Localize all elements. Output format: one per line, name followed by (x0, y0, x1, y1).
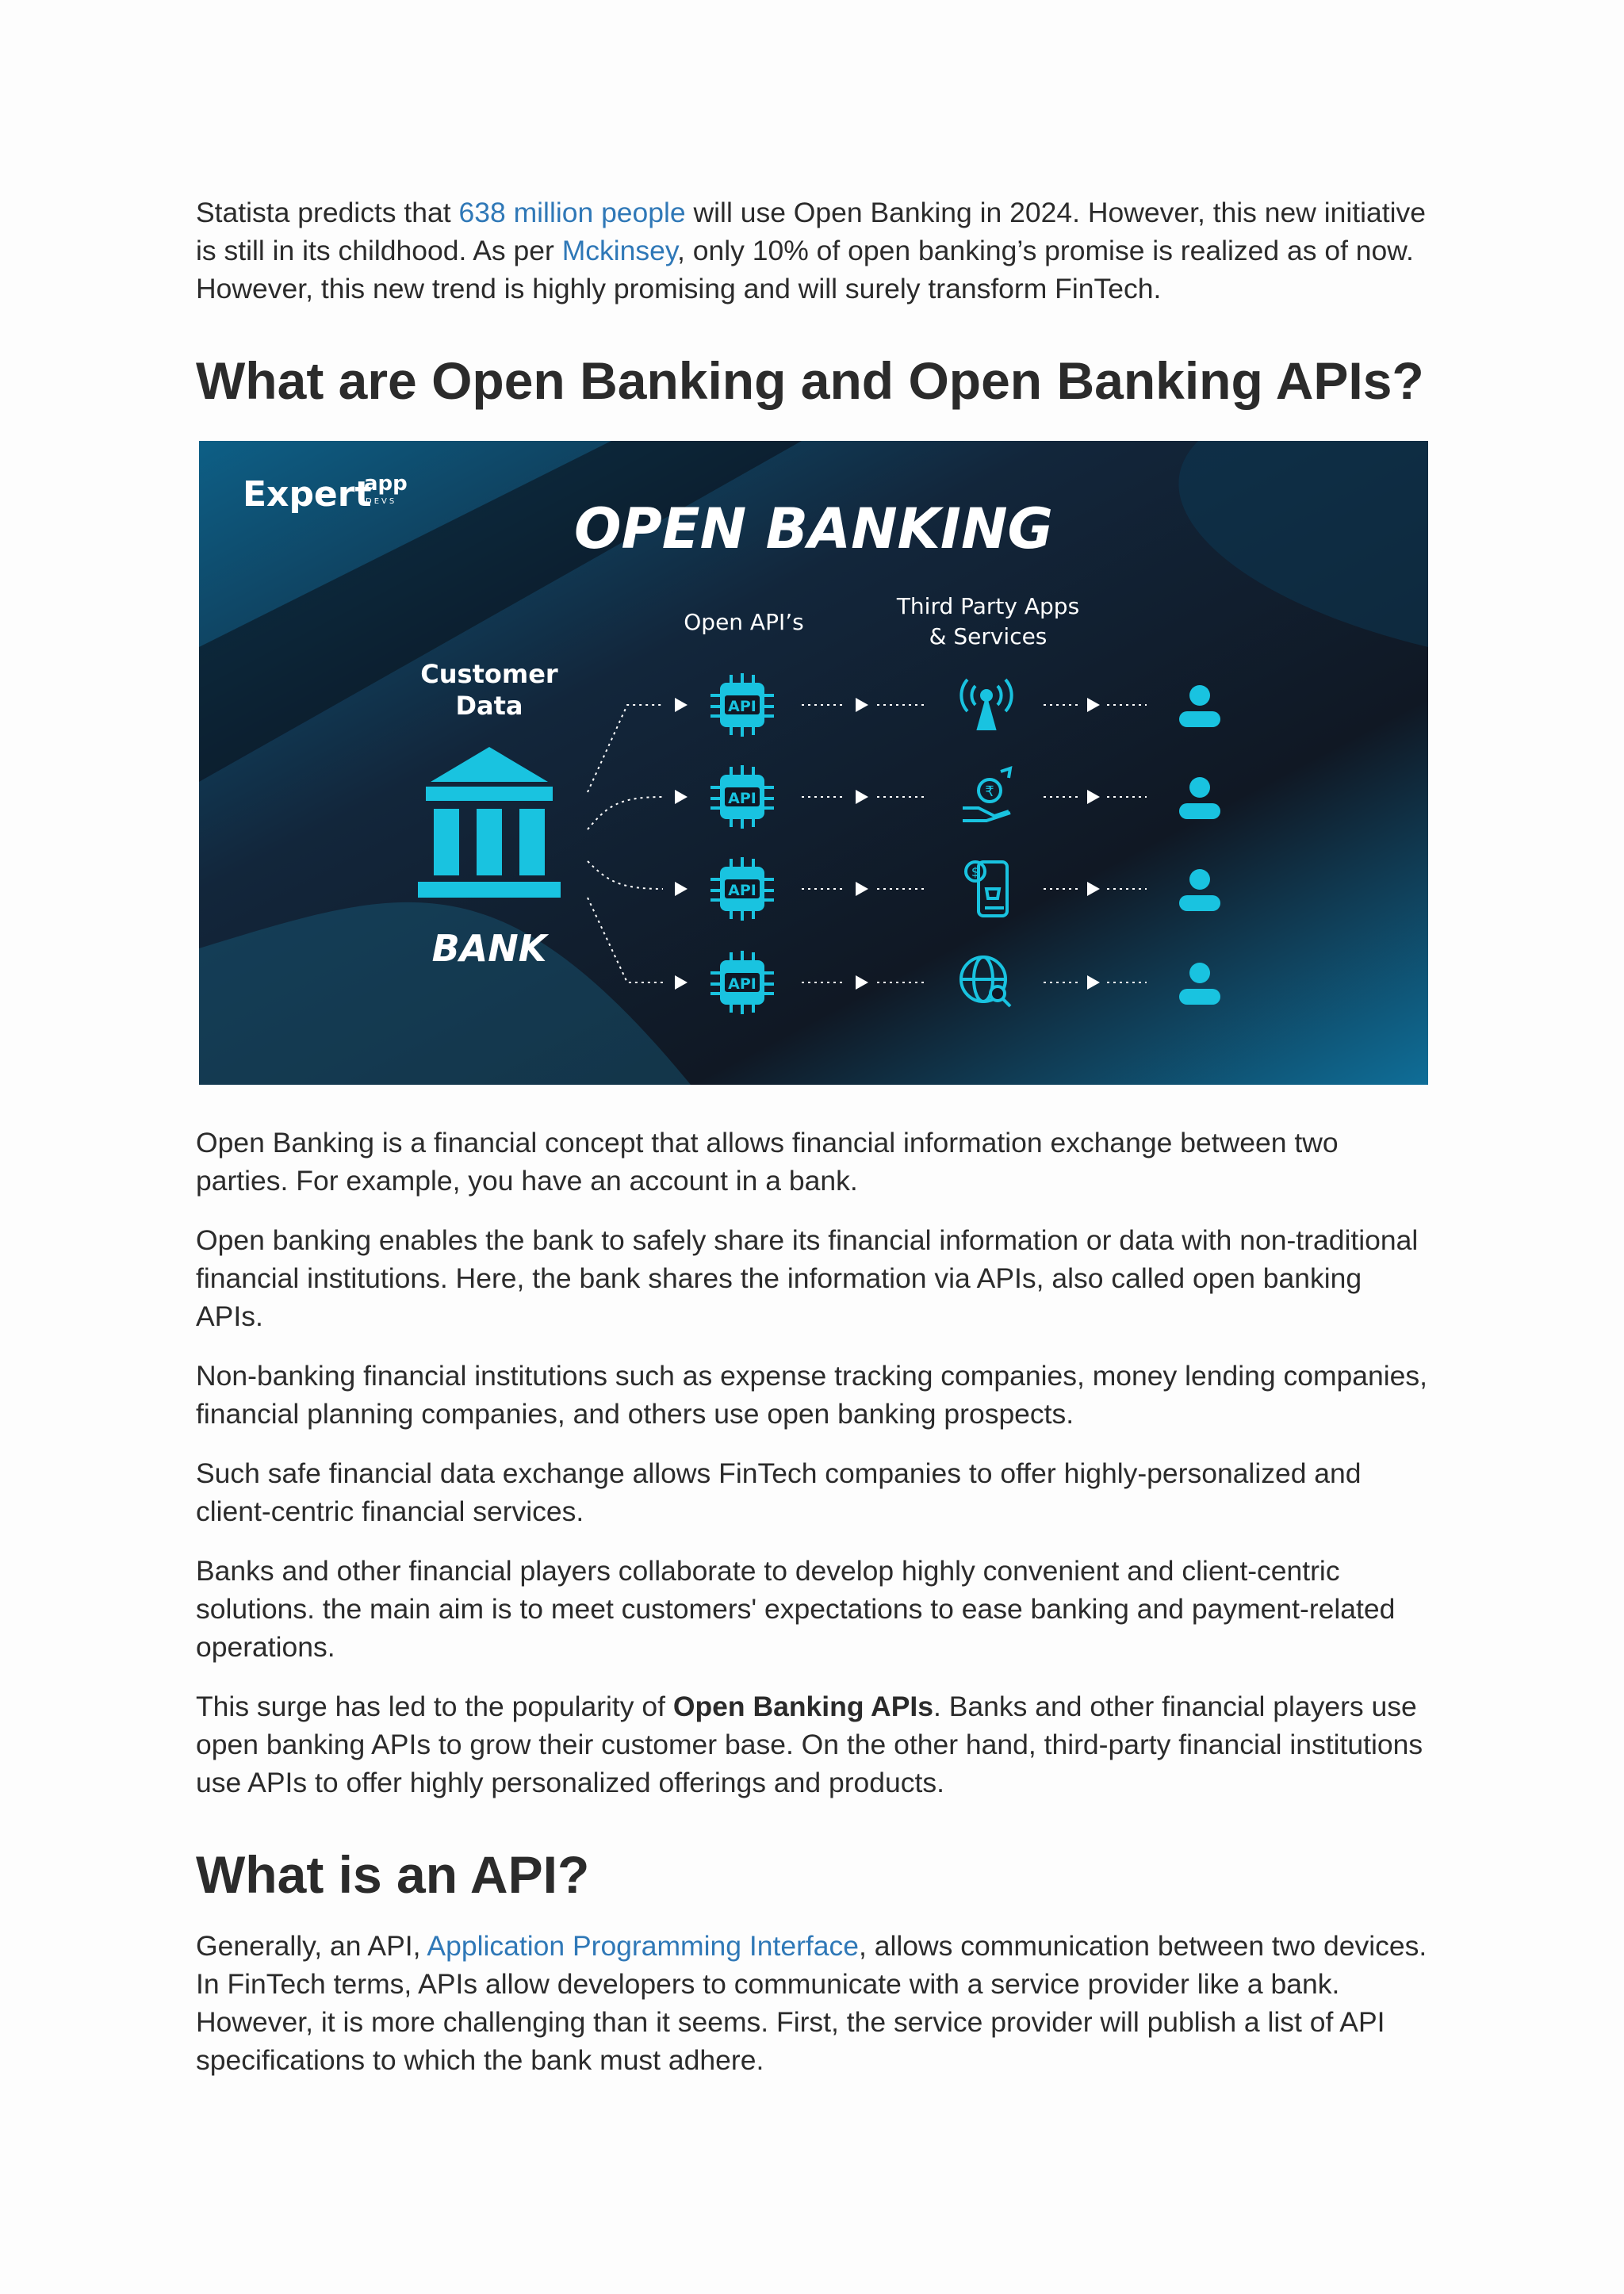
mckinsey-link[interactable]: Mckinsey (561, 235, 678, 266)
label-third-party-1: Third Party Apps (896, 593, 1080, 619)
intro-text-2: will use Open Banking in 2024. However, this new initiative is still in its childhood. As per (196, 197, 1427, 266)
logo-devs: DEVS (366, 497, 397, 506)
api-chip-label: API (728, 790, 756, 807)
api-definition-link[interactable]: Application Programming Interface (427, 1930, 860, 1962)
api-text-1: Generally, an API, (196, 1930, 427, 1962)
logo-app: app (364, 472, 408, 496)
intro-text-3: , only 10% of open banking’s promise is realized as of now. However, this new trend is highly promising and will surely transform FinTech. (196, 235, 1414, 304)
svg-text:$: $ (971, 864, 980, 879)
surge-bold: Open Banking APIs (672, 1691, 933, 1722)
banner-title: OPEN BANKING (573, 496, 1054, 561)
api-text-2: , allows communication between two devices. In FinTech terms, APIs allow developers to communicate with a service provider like a bank. However, it is more challenging than it seems. First, the service provider will publish a list of API specifications to which the bank must adhere. (196, 1930, 1427, 2076)
label-open-apis: Open API’s (684, 609, 804, 635)
svg-text:₹: ₹ (985, 783, 994, 800)
paragraph-surge (196, 1687, 1433, 1802)
heading-what-is-api: What is an API? (196, 1845, 590, 1904)
surge-text-1: This surge has led to the popularity of (196, 1691, 673, 1722)
intro-paragraph (196, 193, 1433, 308)
api-chip-label: API (728, 975, 756, 993)
intro-text-1: Statista predicts that (196, 197, 459, 228)
paragraph-5: Banks and other financial players collaborate to develop highly convenient and client-centric solutions. the main aim is to meet customers' expectations to ease banking and payment-related operations. (196, 1555, 1396, 1663)
api-chip-label: API (728, 698, 756, 715)
paragraph-3: Non-banking financial institutions such as expense tracking companies, money lending companies, financial planning companies, and others use open banking prospects. (196, 1360, 1428, 1430)
label-bank: BANK (431, 927, 547, 970)
api-chip-label: API (728, 882, 756, 899)
paragraph-1: Open Banking is a financial concept that allows financial information exchange between two parties. For example, you have an account in a bank. (196, 1127, 1339, 1197)
paragraph-api (196, 1927, 1433, 2079)
heading-open-banking: What are Open Banking and Open Banking APIs? (196, 351, 1424, 410)
statista-link[interactable]: 638 million people (458, 197, 686, 228)
paragraph-2: Open banking enables the bank to safely share its financial information or data with non-traditional financial institutions. Here, the bank shares the information via APIs, also called open banking APIs. (196, 1224, 1419, 1332)
logo-expert: Expert (243, 474, 372, 515)
label-third-party-2: & Services (929, 623, 1048, 649)
label-data: Data (455, 691, 523, 721)
label-customer: Customer (420, 659, 558, 689)
open-banking-banner (199, 441, 1428, 1085)
surge-text-2: . Banks and other financial players use open banking APIs to grow their customer base. On the other hand, third-party financial institutions use APIs to offer highly personalized offerings and products. (196, 1691, 1423, 1798)
paragraph-4: Such safe financial data exchange allows FinTech companies to offer highly-personalized and client-centric financial services. (196, 1457, 1362, 1527)
